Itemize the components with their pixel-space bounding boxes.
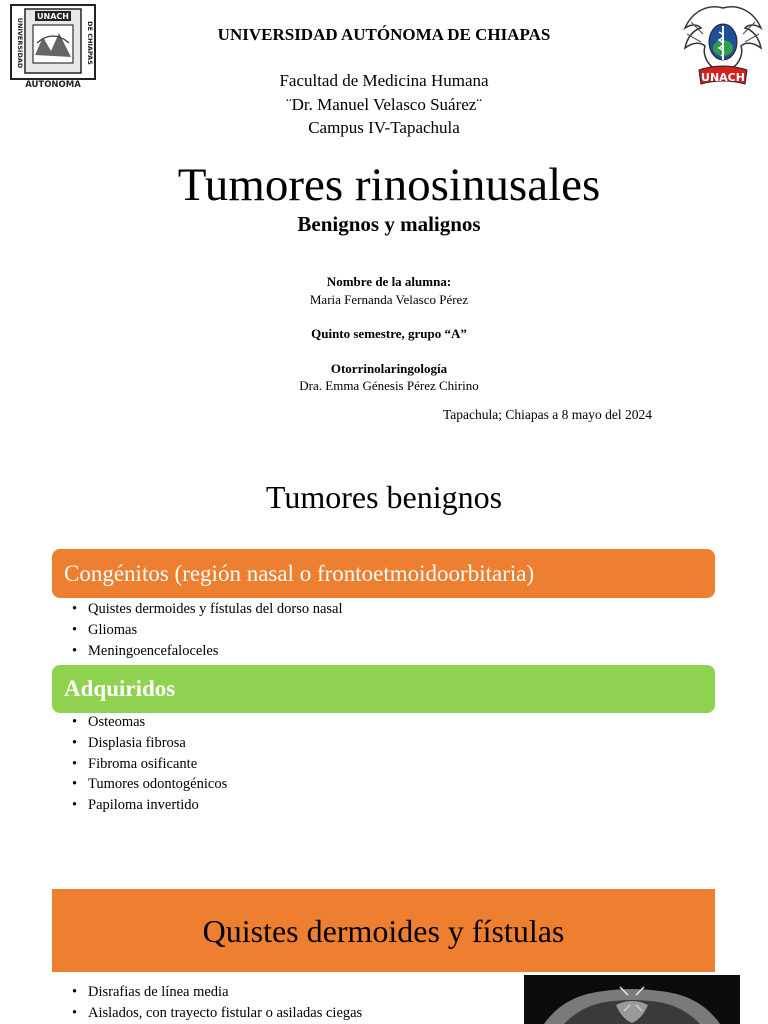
date-line: Tapachula; Chiapas a 8 mayo del 2024: [443, 407, 652, 422]
subject-name: Otorrinolaringología: [330, 361, 448, 376]
acquired-list: [72, 712, 227, 816]
list-item: • Displasia fibrosa: [72, 733, 227, 754]
list-item: • Meningoencefaloceles: [72, 641, 343, 662]
list-item: • Aislados, con trayecto fistular o asiladas ciegas: [72, 1003, 362, 1024]
faculty-block: [180, 69, 588, 140]
list-item: • Tumores odontogénicos: [72, 774, 227, 795]
student-name: Maria Fernanda Velasco Pérez: [309, 292, 469, 307]
faculty-name: Facultad de Medicina Humana: [279, 71, 489, 90]
semester-group: Quinto semestre, grupo “A”: [311, 326, 467, 341]
student-label: Nombre de la alumna:: [326, 274, 452, 289]
campus-name: Campus IV-Tapachula: [308, 118, 460, 137]
seal-right-text: DE CHIAPAS: [86, 21, 94, 65]
unach-seal-logo: [3, 3, 100, 89]
ct-scan-image: [524, 975, 740, 1024]
list-item: • Disrafias de línea media: [72, 982, 362, 1003]
honoree-name: ¨Dr. Manuel Velasco Suárez¨: [285, 94, 483, 114]
university-name: UNIVERSIDAD AUTÓNOMA DE CHIAPAS: [217, 25, 551, 44]
list-item: • Fibroma osificante: [72, 754, 227, 775]
list-item: • Quistes dermoides y fístulas del dorso nasal: [72, 599, 343, 620]
page-title: Tumores rinosinusales: [177, 159, 601, 211]
page-subtitle: Benignos y malignos: [297, 212, 481, 236]
benign-heading: Tumores benignos: [265, 479, 503, 515]
seal-top-text: UNACH: [37, 12, 69, 21]
cysts-heading: Quistes dermoides y fístulas: [202, 913, 565, 949]
cysts-list: [72, 982, 362, 1024]
list-item: • Osteomas: [72, 712, 227, 733]
seal-bottom-text: AUTONOMA: [25, 80, 81, 89]
list-item: • Papiloma invertido: [72, 795, 227, 816]
congenital-list: [72, 599, 343, 661]
congenital-bar: Congénitos (región nasal o frontoetmoidoorbitaria): [52, 549, 715, 598]
eagle-logo-text: UNACH: [701, 71, 745, 84]
acquired-bar: Adquiridos: [52, 665, 715, 713]
teacher-name: Dra. Emma Génesis Pérez Chirino: [299, 378, 479, 393]
unach-eagle-logo: [679, 0, 768, 90]
list-item: • Gliomas: [72, 620, 343, 641]
seal-left-text: UNIVERSIDAD: [16, 17, 24, 69]
